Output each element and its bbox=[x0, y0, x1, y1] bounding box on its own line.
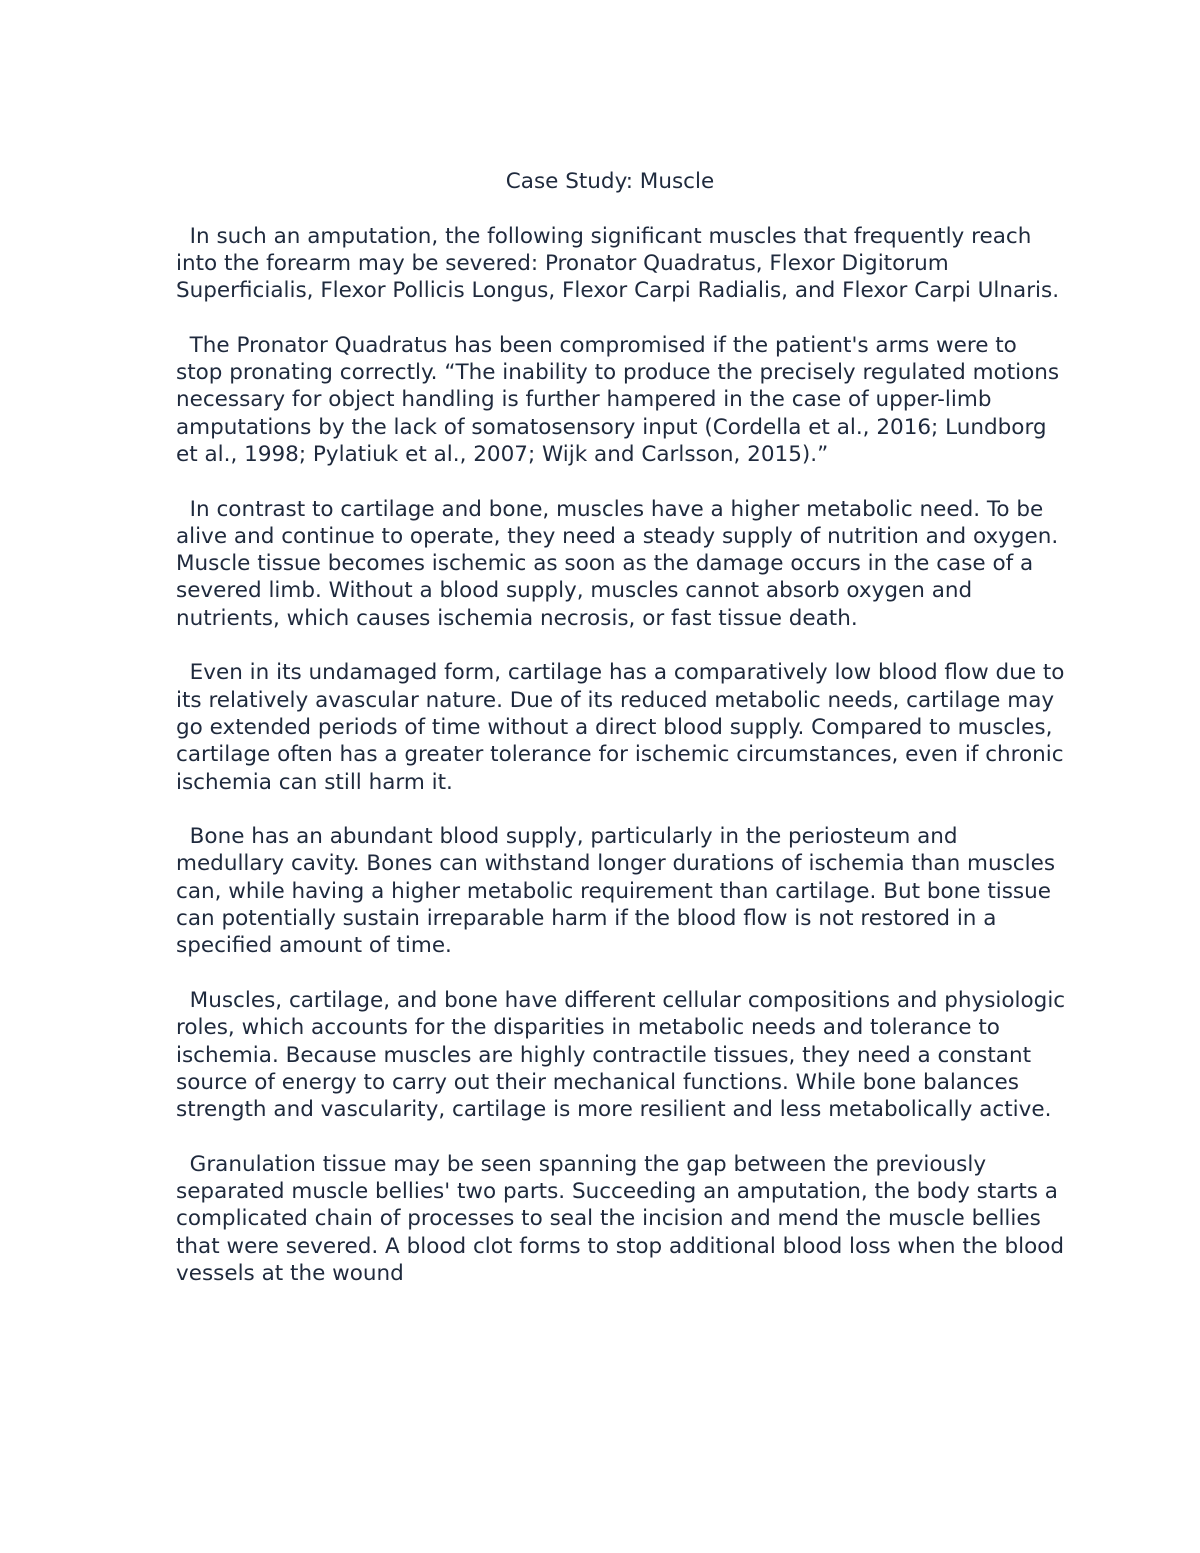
paragraph-disparities: Muscles, cartilage, and bone have different cellular compositions and physiologic roles, which accounts for the disparities in metabolic needs and tolerance to ischemia. Because muscles are highly contractile tissues, they need a constant source of energy to carry out their mechanical functions. While bone balances strength and vascularity, cartilage is more resilient and less metabolically active. bbox=[176, 987, 1066, 1123]
paragraph-pronator-quadratus: The Pronator Quadratus has been compromised if the patient's arms were to stop pronating correctly. “The inability to produce the precisely regulated motions necessary for object handling is further hampered in the case of upper-limb amputations by the lack of somatosensory input (Cordella et al., 2016; Lundborg et al., 1998; Pylatiuk et al., 2007; Wijk and Carlsson, 2015).” bbox=[176, 332, 1060, 467]
paragraph-bone: Bone has an abundant blood supply, particularly in the periosteum and medullary cavity. Bones can withstand longer durations of ischemia than muscles can, while having a higher metabolic requirement than cartilage. But bone tissue can potentially sustain irreparable harm if the blood flow is not restored in a specified amount of time. bbox=[176, 824, 1056, 959]
paragraph-metabolic-need: In contrast to cartilage and bone, muscles have a higher metabolic need. To be alive and continue to operate, they need a steady supply of nutrition and oxygen. Muscle tissue becomes ischemic as soon as the damage occurs in the case of a severed limb. Without a blood supply, muscles cannot absorb oxygen and nutrients, which causes ischemia necrosis, or fast tissue death. bbox=[176, 496, 1059, 631]
paragraph-granulation-tissue: Granulation tissue may be seen spanning the gap between the previously separated muscle bellies' two parts. Succeeding an amputation, the body starts a complicated chain of processes to seal the incision and mend the muscle bellies that were severed. A blood clot forms to stop additional blood loss when the blood vessels at the wound bbox=[176, 1151, 1065, 1286]
document-body bbox=[176, 168, 1066, 1287]
paragraph-cartilage: Even in its undamaged form, cartilage has a comparatively low blood flow due to its relatively avascular nature. Due of its reduced metabolic needs, cartilage may go extended periods of time without a direct blood supply. Compared to muscles, cartilage often has a greater tolerance for ischemic circumstances, even if chronic ischemia can still harm it. bbox=[176, 660, 1065, 795]
page-title: Case Study: Muscle bbox=[505, 169, 715, 194]
paragraph-amputation-muscles: In such an amputation, the following significant muscles that frequently reach into the forearm may be severed: Pronator Quadratus, Flexor Digitorum Superficialis, Flexor Pollicis Longus, Flexor Carpi Radialis, and Flexor Carpi Ulnaris. bbox=[176, 223, 1060, 304]
